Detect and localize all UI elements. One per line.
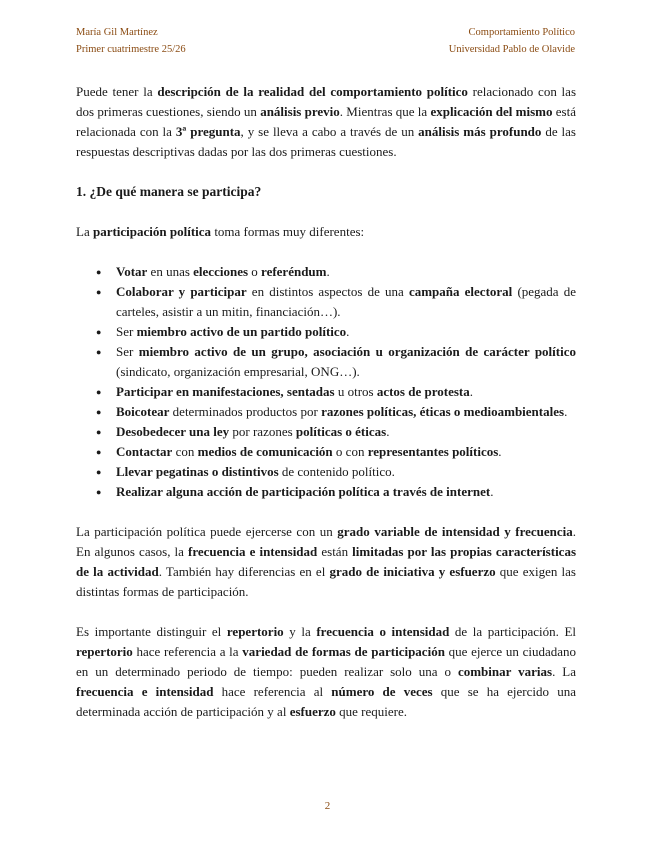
list-item [76,442,576,462]
text-run: y la [283,624,317,639]
text-run: está relacionada con la [76,104,576,139]
bold-text: grado variable de intensidad y frecuencia [337,524,573,539]
list-item [76,382,576,402]
bold-text: políticas o éticas [295,424,387,439]
bold-text: participación política [92,224,212,239]
section-title: 1. ¿De qué manera se participa? [76,184,262,199]
text-run: . [346,324,350,339]
text-run: . [386,424,390,439]
list-item [76,282,576,322]
text-run: en unas [147,264,194,279]
header-term: Primer cuatrimestre 25/26 [76,44,186,55]
text-run: u otros [334,384,377,399]
bold-text: Boicotear [116,404,170,419]
text-run: que ejerce un ciudadano en un determinado periodo de tiempo: pueden realizar solo una o [76,644,576,679]
text-run: . También hay diferencias en el [158,564,330,579]
bold-text: análisis más profundo [418,124,542,139]
text-run: por razones [229,424,296,439]
text-run: La [76,224,93,239]
text-run: . [469,384,473,399]
bold-text: explicación del mismo [430,104,553,119]
list-item [76,342,576,382]
bold-text: miembro activo de un grupo, asociación u organización de carácter político [138,344,576,359]
text-run: que se ha ejercido una determinada acción de participación y al [76,684,576,719]
bold-text: repertorio [226,624,284,639]
text-run: . [498,444,502,459]
text-run: . La [552,664,576,679]
text-run: de las respuestas descriptivas dadas por las dos primeras cuestiones. [76,124,576,159]
bold-text: limitadas por las propias características de la actividad [76,544,577,579]
intro-paragraph [76,82,576,162]
header-subject: Comportamiento Político [468,27,575,38]
bold-text: 3ª pregunta [175,124,241,139]
text-run: que exigen las distintas formas de participación. [76,564,576,599]
document-body [76,82,576,722]
text-run: . Mientras que la [339,104,431,119]
list-item [76,422,576,442]
bold-text: Llevar pegatinas o distintivos [116,464,279,479]
bold-text: frecuencia e intensidad [188,544,318,559]
page-header [76,24,575,58]
bold-text: campaña electoral [408,284,513,299]
text-run: están [317,544,353,559]
bold-text: Participar en manifestaciones, sentadas [116,384,335,399]
bold-text: grado de iniciativa y esfuerzo [329,564,496,579]
text-run: toma formas muy diferentes: [211,224,365,239]
header-university: Universidad Pablo de Olavide [448,44,575,55]
bold-text: combinar varias [457,664,553,679]
text-run: determinados productos por [169,404,322,419]
text-run: que requiere. [335,704,407,719]
text-run: . En algunos casos, la [76,524,577,559]
bold-text: frecuencia o intensidad [316,624,450,639]
intensity-paragraph [76,522,576,602]
text-run: (pegada de carteles, asistir a un mitin, financiación…). [116,284,576,319]
bold-text: número de veces [331,684,433,699]
text-run: de la participación. El [449,624,577,639]
bold-text: miembro activo de un partido político [136,324,347,339]
bold-text: Realizar alguna acción de participación política a través de internet [116,484,491,499]
text-run: , y se lleva a cabo a través de un [240,124,419,139]
bold-text: referéndum [261,264,327,279]
bold-text: análisis previo [260,104,340,119]
text-run: . [564,404,568,419]
text-run: . [490,484,494,499]
bold-text: variedad de formas de participación [242,644,445,659]
text-run: Ser [116,344,139,359]
participation-forms-list [76,262,576,502]
bold-text: razones políticas, éticas o medioambientales [321,404,565,419]
header-author: María Gil Martínez [76,27,158,38]
list-item [76,262,576,282]
list-item [76,402,576,422]
list-item [76,322,576,342]
text-run: La participación política puede ejercerse con un [76,524,338,539]
bold-text: medios de comunicación [197,444,333,459]
list-item [76,462,576,482]
text-run: Es importante distinguir el [76,624,227,639]
text-run: Ser [116,324,137,339]
list-item [76,482,576,502]
bold-text: actos de protesta [376,384,470,399]
text-run: relacionado con las dos primeras cuestiones, siendo un [76,84,577,119]
page-number: 2 [324,800,331,812]
bold-text: Colaborar y participar [116,284,247,299]
bold-text: Votar [116,264,148,279]
text-run: o [248,264,262,279]
lead-paragraph [76,222,576,242]
repertoire-paragraph [76,622,576,722]
text-run: en distintos aspectos de una [246,284,409,299]
bold-text: descripción de la realidad del comportamiento político [157,84,468,99]
text-run: (sindicato, organización empresarial, ONG…). [116,364,360,379]
text-run: o con [332,444,368,459]
text-run: de contenido político. [278,464,395,479]
bold-text: esfuerzo [289,704,336,719]
bold-text: frecuencia e intensidad [76,684,214,699]
text-run: con [172,444,198,459]
bold-text: repertorio [76,644,133,659]
text-run: Puede tener la [76,84,158,99]
text-run: hace referencia al [213,684,332,699]
text-run: . [326,264,330,279]
bold-text: Contactar [116,444,173,459]
text-run: hace referencia a la [132,644,243,659]
bold-text: Desobedecer una ley [116,424,230,439]
bold-text: representantes políticos [367,444,499,459]
bold-text: elecciones [193,264,249,279]
